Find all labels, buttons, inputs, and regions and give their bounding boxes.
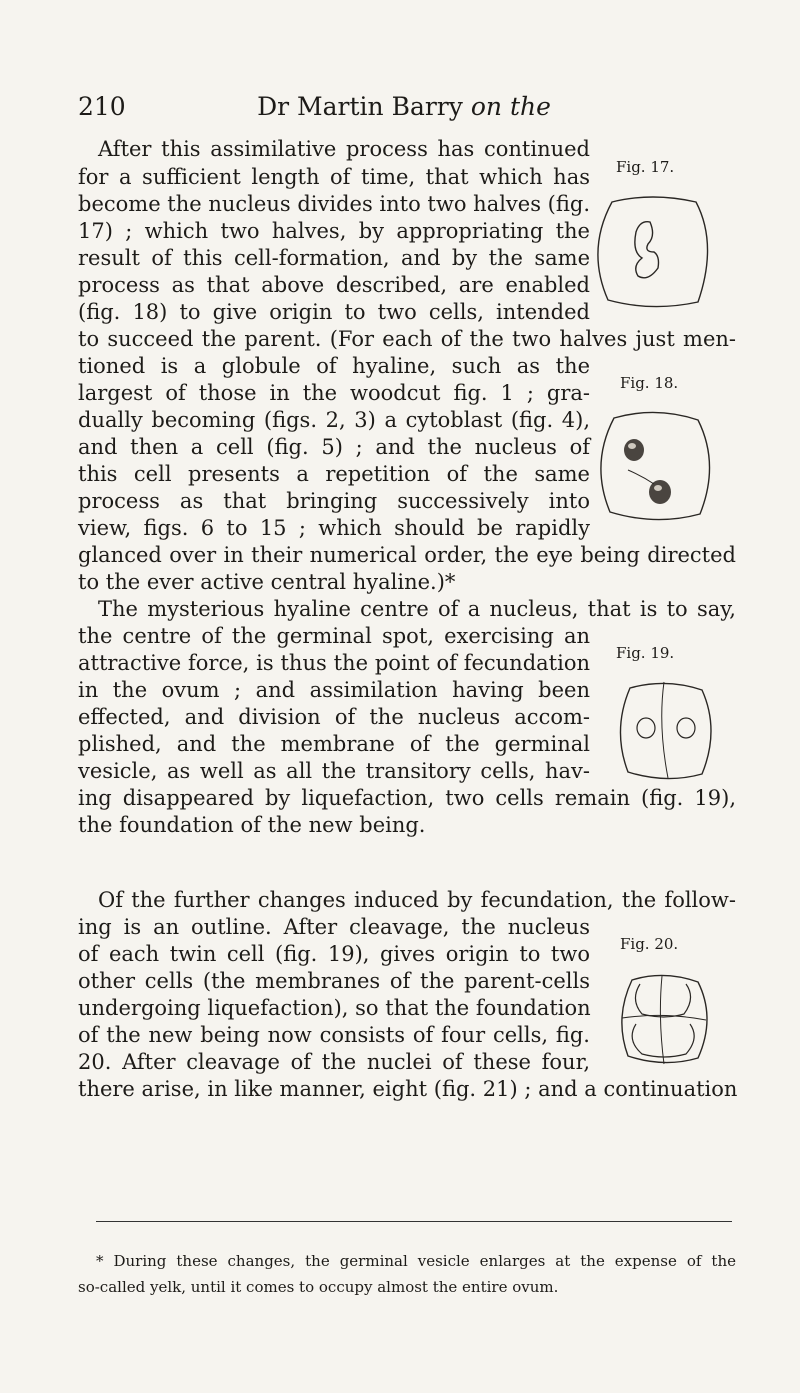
body-line: result of this cell-formation, and by the same [78,246,590,270]
fig-17-label: Fig. 17. [616,158,675,176]
footnote-line: so-called yelk, until it comes to occupy almost the entire ovum. [78,1278,559,1296]
body-line: to succeed the parent. (For each of the two halves just men- [78,327,736,351]
body-line: to the ever active central hyaline.)* [78,570,456,594]
fig-20-label: Fig. 20. [620,935,679,953]
page-header [78,92,730,126]
fig-19-label: Fig. 19. [616,644,675,662]
body-line: in the ovum ; and assimilation having been [78,678,590,702]
body-line: view, figs. 6 to 15 ; which should be rapidly [78,516,590,540]
body-line: ing disappeared by liquefaction, two cells remain (fig. 19), [78,786,736,810]
body-line: process as that above described, are enabled [78,273,590,297]
body-line: glanced over in their numerical order, the eye being directed [78,543,736,567]
body-line: other cells (the membranes of the parent-cells [78,969,590,993]
fig-18-label: Fig. 18. [620,374,679,392]
fig-17-illustration [588,194,716,312]
body-line: largest of those in the woodcut fig. 1 ; gra- [78,381,590,405]
fig-18-illustration [592,408,718,526]
running-head-italic: on the [470,92,551,121]
body-line: The mysterious hyaline centre of a nucleus, that is to say, [98,597,736,621]
body-line: dually becoming (figs. 2, 3) a cytoblast (fig. 4), [78,408,590,432]
body-line: 20. After cleavage of the nuclei of these four, [78,1050,590,1074]
body-line: the foundation of the new being. [78,813,426,837]
body-line: process as that bringing successively into [78,489,590,513]
footnote-divider [96,1221,732,1222]
body-line: and then a cell (fig. 5) ; and the nucleus of [78,435,590,459]
body-line: of each twin cell (fig. 19), gives origin to two [78,942,590,966]
body-line: vesicle, as well as all the transitory cells, hav- [78,759,590,783]
running-head [78,92,730,121]
body-line: this cell presents a repetition of the same [78,462,590,486]
body-line: Of the further changes induced by fecundation, the follow- [98,888,736,912]
fig-20-illustration [612,968,716,1070]
page-number: 210 [78,92,126,121]
body-line: effected, and division of the nucleus accom- [78,705,590,729]
body-line: the centre of the germinal spot, exercising an [78,624,590,648]
body-line: 17) ; which two halves, by appropriating the [78,219,590,243]
footnote-line: * During these changes, the germinal vesicle enlarges at the expense of the [96,1252,736,1270]
body-line: become the nucleus divides into two halves (fig. [78,192,590,216]
running-head-text: Dr Martin Barry [257,92,463,121]
body-line: After this assimilative process has continued [98,137,590,161]
body-line: (fig. 18) to give origin to two cells, intended [78,300,590,324]
body-line: there arise, in like manner, eight (fig. 21) ; and a continuation [78,1077,738,1101]
body-line: attractive force, is thus the point of fecundation [78,651,590,675]
body-line: undergoing liquefaction), so that the foundation [78,996,591,1020]
body-line: plished, and the membrane of the germinal [78,732,590,756]
body-line: ing is an outline. After cleavage, the nucleus [78,915,590,939]
fig-19-illustration [610,676,720,784]
body-line: tioned is a globule of hyaline, such as the [78,354,590,378]
body-line: of the new being now consists of four cells, fig. [78,1023,590,1047]
body-line: for a sufficient length of time, that which has [78,165,590,189]
